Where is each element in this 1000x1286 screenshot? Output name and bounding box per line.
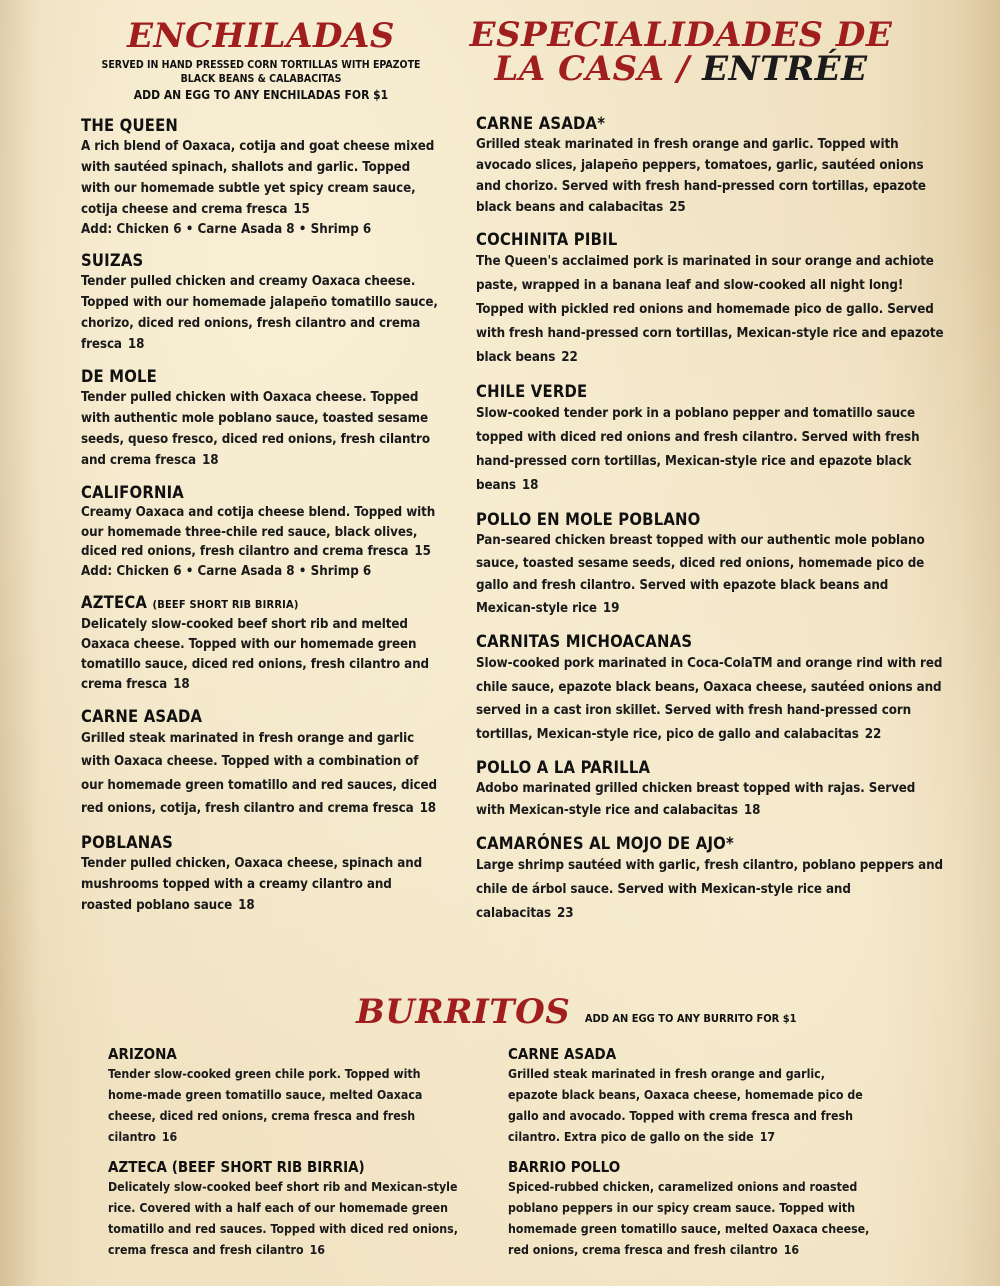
item-description: Grilled steak marinated in fresh orange and garlic, epazote black beans, Oaxaca cheese, homemade pico de gallo and avocado. Topped with crema fresca and fresh cilantro. Extra pico de gallo on the side 17 (508, 1067, 863, 1144)
item-price: 16 (161, 1130, 178, 1144)
burritos-title: BURRITOS (356, 992, 571, 1032)
item-description: Slow-cooked tender pork in a poblano pepper and tomatillo sauce topped with diced red onions and fresh cilantro. Served with fresh hand-pressed corn tortillas, Mexican-style rice and epazote black beans 18 (476, 406, 920, 493)
especialidades-section (469, 15, 946, 926)
item-name: AZTECA (81, 592, 148, 612)
burrito-item (508, 1045, 878, 1148)
item-description: Adobo marinated grilled chicken breast topped with rajas. Served with Mexican-style rice and calabacitas 18 (476, 781, 916, 818)
menu-item (476, 230, 946, 370)
item-description: Delicately slow-cooked beef short rib and Mexican-style rice. Covered with a half each of our homemade green tomatillo and red sauces. Topped with diced red onions, crema fresca and fresh cilantro 16 (108, 1180, 458, 1257)
menu-item (476, 114, 946, 218)
item-add-ons: Add: Chicken 6 • Carne Asada 8 • Shrimp 6 (81, 222, 372, 237)
menu-item (476, 758, 946, 822)
menu-item (81, 367, 441, 471)
item-price: 18 (173, 676, 190, 692)
item-name: AZTECA (BEEF SHORT RIB BIRRIA) (108, 1158, 365, 1176)
menu-item (81, 707, 441, 821)
item-add-ons: Add: Chicken 6 • Carne Asada 8 • Shrimp 6 (81, 563, 372, 579)
item-description: Slow-cooked pork marinated in Coca-ColaTM and orange rind with red chile sauce, epazote black beans, Oaxaca cheese, sautéed onions and served in a cast iron skillet. Served with fresh hand-pressed corn tortillas, Mexican-style rice, pico de gallo and calabacitas 22 (476, 656, 943, 742)
menu-item (81, 116, 441, 239)
item-name: CARNE ASADA* (476, 114, 606, 133)
especialidades-title-red: ESPECIALIDADES DE LA CASA / (469, 15, 893, 89)
burrito-item (108, 1045, 458, 1148)
item-price: 15 (414, 544, 431, 559)
burritos-left-column (108, 1045, 458, 1271)
item-price: 17 (759, 1130, 776, 1144)
item-name: CARNITAS MICHOACANAS (476, 632, 693, 651)
item-name-note: (BEEF SHORT RIB BIRRIA) (152, 597, 299, 611)
item-name: POBLANAS (81, 832, 173, 852)
burritos-right-column (508, 1045, 878, 1271)
item-name: CAMARÓNES AL MOJO DE AJO* (476, 834, 734, 853)
enchiladas-note-line-1: SERVED IN HAND PRESSED CORN TORTILLAS WITH EPAZOTE (101, 59, 421, 71)
especialidades-title-entree: ENTRÉE (702, 49, 868, 89)
item-price: 18 (202, 453, 219, 468)
enchiladas-title: ENCHILADAS (127, 16, 395, 56)
item-name-row (81, 593, 441, 615)
item-name: THE QUEEN (81, 116, 179, 135)
item-price: 18 (419, 801, 437, 816)
menu-item (81, 251, 441, 355)
item-name: SUIZAS (81, 251, 144, 270)
menu-item (476, 382, 946, 498)
menu-item (476, 834, 946, 926)
item-name: DE MOLE (81, 367, 158, 386)
item-name: COCHINITA PIBIL (476, 230, 618, 249)
item-price: 16 (783, 1243, 800, 1257)
item-description: Grilled steak marinated in fresh orange and garlic with Oaxaca cheese. Topped with a combination of our homemade green tomatillo and red sauces, diced red onions, cotija, fresh cilantro and crema fresca 18 (81, 730, 437, 816)
item-price: 22 (561, 350, 578, 365)
burritos-note: ADD AN EGG TO ANY BURRITO FOR $1 (584, 1012, 797, 1025)
item-description: Tender pulled chicken with Oaxaca cheese. Topped with authentic mole poblano sauce, toasted sesame seeds, queso fresco, diced red onions, fresh cilantro and crema fresca 18 (81, 390, 430, 468)
item-price: 19 (602, 600, 620, 616)
item-name: BARRIO POLLO (508, 1158, 621, 1176)
enchiladas-note (81, 58, 441, 102)
burrito-item (508, 1158, 878, 1261)
item-name: ARIZONA (108, 1045, 177, 1063)
item-price: 25 (669, 200, 686, 215)
item-name: POLLO A LA PARILLA (476, 758, 651, 777)
especialidades-title (446, 15, 916, 89)
item-price: 22 (864, 726, 882, 742)
item-description: Grilled steak marinated in fresh orange and garlic. Topped with avocado slices, jalapeño peppers, tomatoes, garlic, sautéed onions and chorizo. Served with fresh hand-pressed corn tortillas, epazote black beans and calabacitas 25 (476, 137, 926, 215)
item-price: 15 (293, 202, 310, 217)
item-name: CALIFORNIA (81, 483, 184, 502)
item-description: Spiced-rubbed chicken, caramelized onions and roasted poblano peppers in our spicy cream sauce. Topped with homemade green tomatillo sauce, melted Oaxaca cheese, red onions, crema fresca and fresh cilantro 16 (508, 1180, 870, 1257)
item-description: Tender pulled chicken and creamy Oaxaca cheese. Topped with our homemade jalapeño tomatillo sauce, chorizo, diced red onions, fresh cilantro and crema fresca 18 (81, 274, 438, 352)
item-description: Delicately slow-cooked beef short rib and melted Oaxaca cheese. Topped with our homemade green tomatillo sauce, diced red onions, fresh cilantro and crema fresca 18 (81, 616, 429, 692)
item-name: CHILE VERDE (476, 382, 588, 401)
item-price: 18 (127, 337, 145, 352)
item-price: 18 (743, 803, 761, 818)
item-price: 18 (238, 897, 255, 913)
item-description: The Queen's acclaimed pork is marinated in sour orange and achiote paste, wrapped in a banana leaf and slow-cooked all night long! Topped with pickled red onions and homemade pico de gallo. Served with fresh hand-pressed corn tortillas, Mexican-style rice and epazote black beans 22 (476, 254, 944, 365)
enchiladas-note-line-2: BLACK BEANS & CALABACITAS (180, 73, 342, 85)
item-price: 16 (309, 1243, 326, 1257)
item-name: POLLO EN MOLE POBLANO (476, 510, 701, 529)
item-name: CARNE ASADA (508, 1045, 617, 1063)
item-name: CARNE ASADA (81, 706, 203, 726)
item-description: Pan-seared chicken breast topped with our authentic mole poblano sauce, toasted sesame seeds, diced red onions, homemade pico de gallo and fresh cilantro. Served with epazote black beans and Mexican-style rice 19 (476, 533, 925, 616)
item-description: Tender pulled chicken, Oaxaca cheese, spinach and mushrooms topped with a creamy cilantro and roasted poblano sauce 18 (81, 855, 423, 913)
enchiladas-note-line-3: ADD AN EGG TO ANY ENCHILADAS FOR $1 (133, 88, 389, 102)
item-description: Tender slow-cooked green chile pork. Topped with home-made green tomatillo sauce, melted Oaxaca cheese, diced red onions, crema fresca and fresh cilantro 16 (108, 1067, 423, 1144)
menu-item (476, 510, 946, 620)
menu-item (81, 593, 441, 695)
item-price: 23 (556, 906, 574, 921)
item-price: 18 (521, 478, 539, 493)
item-description: A rich blend of Oaxaca, cotija and goat cheese mixed with sautéed spinach, shallots and garlic. Topped with our homemade subtle yet spicy cream sauce, cotija cheese and crema fresca 15 (81, 139, 435, 217)
menu-item (81, 483, 441, 581)
burritos-header (356, 994, 916, 1030)
menu-item (476, 632, 946, 746)
enchiladas-section (81, 18, 441, 916)
item-description: Creamy Oaxaca and cotija cheese blend. Topped with our homemade three-chile red sauce, black olives, diced red onions, fresh cilantro and crema fresca 15 (81, 505, 436, 559)
menu-item (81, 833, 441, 916)
burrito-item (108, 1158, 458, 1261)
item-description: Large shrimp sautéed with garlic, fresh cilantro, poblano peppers and chile de árbol sauce. Served with Mexican-style rice and calabacitas 23 (476, 858, 943, 921)
